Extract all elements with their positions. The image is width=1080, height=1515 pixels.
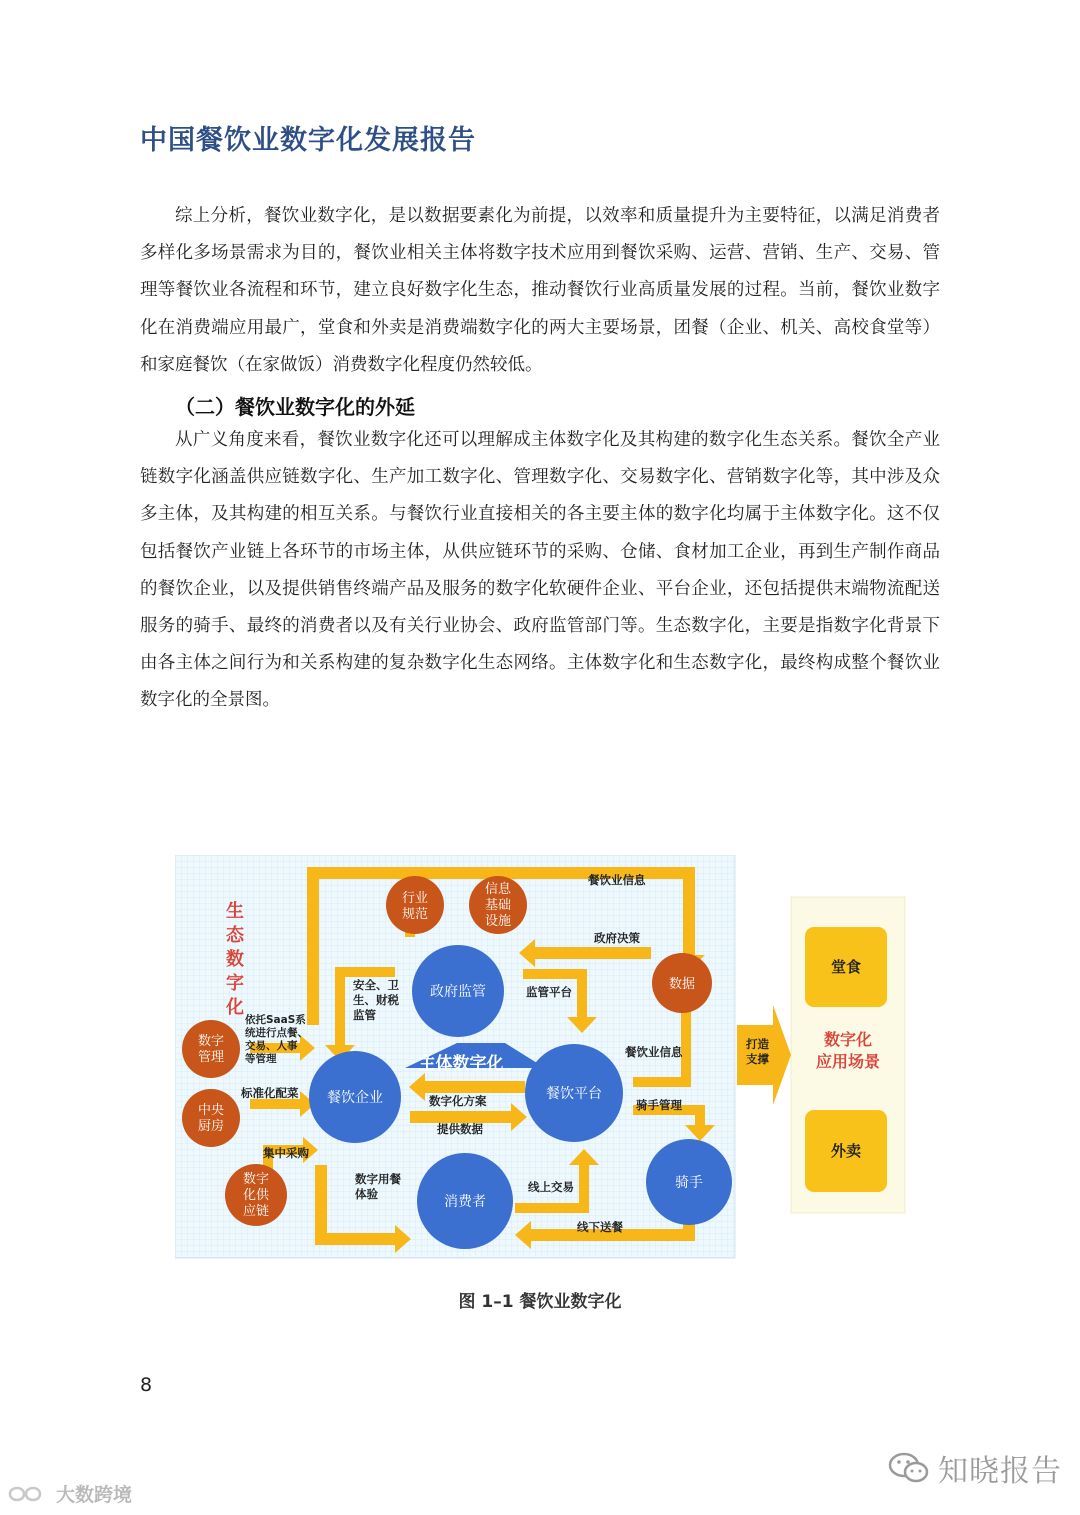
consumer-node-label: 消费者 xyxy=(444,1194,486,1210)
label-standard-dishes: 标准化配菜 xyxy=(241,1086,299,1100)
label-provide-data: 提供数据 xyxy=(437,1122,483,1136)
page-number: 8 xyxy=(140,1374,153,1396)
eco-label-char: 化 xyxy=(226,997,244,1018)
industry-norms-line: 规范 xyxy=(401,907,429,922)
scenes-title-line: 应用场景 xyxy=(815,1052,881,1071)
info-infra-line: 基础 xyxy=(484,898,512,913)
info-infra-node xyxy=(469,876,527,934)
data-node-label: 数据 xyxy=(668,977,696,992)
label-central-purchase: 集中采购 xyxy=(263,1146,309,1160)
digital-supply-line: 化供 xyxy=(242,1188,270,1203)
platform-node xyxy=(525,1044,623,1142)
label-supervision-platform: 监管平台 xyxy=(526,985,572,999)
label-build-support-line: 支撑 xyxy=(746,1052,769,1066)
enterprise-node-label: 餐饮企业 xyxy=(327,1090,383,1106)
info-infra-line: 设施 xyxy=(484,914,512,929)
gov-node-label: 政府监管 xyxy=(430,984,486,1000)
label-gov-decision: 政府决策 xyxy=(594,931,640,945)
label-saas-line: 等管理 xyxy=(245,1053,277,1065)
central-kitchen-node xyxy=(182,1089,240,1147)
digital-supply-line: 应链 xyxy=(242,1204,270,1219)
label-saas-line: 交易、人事 xyxy=(245,1040,298,1052)
platform-node-label: 餐饮平台 xyxy=(546,1086,602,1102)
paragraph-text: 从广义角度来看，餐饮业数字化还可以理解成主体数字化及其构建的数字化生态关系。餐饮全产业链数字化涵盖供应链数字化、生产加工数字化、管理数字化、交易数字化、营销数字化等，其中涉及众多主体，及其构建的相互关系。与餐饮行业直接相关的各主要主体的数字化均属于主体数字化。这不仅包括餐饮产业链上各环节的市场主体，从供应链环节的采购、仓储、食材加工企业，再到生产制作商品的餐饮企业，以及提供销售终端产品及服务的数字化软硬件企业、平台企业，还包括提供末端物流配送服务的骑手、最终的消费者以及有关行业协会、政府监管部门等。生态数字化，主要是指数字化背景下由各主体之间行为和关系构建的复杂数字化生态网络。主体数字化和生态数字化，最终构成整个餐饮业数字化的全景图。 xyxy=(140,430,940,711)
info-infra-line: 信息 xyxy=(484,882,512,897)
digitalization-diagram xyxy=(175,855,910,1260)
paragraph-text: 综上分析，餐饮业数字化，是以数据要素化为前提，以效率和质量提升为主要特征，以满足消费者多样化多场景需求为目的，餐饮业相关主体将数字技术应用到餐饮采购、运营、营销、生产、交易、管理等餐饮业各流程和环节，建立良好数字化生态，推动餐饮行业高质量发展的过程。当前，餐饮业数字化在消费端应用最广，堂食和外卖是消费端数字化的两大主要场景，团餐（企业、机关、高校食堂等）和家庭餐饮（在家做饭）消费数字化程度仍然较低。 xyxy=(140,206,940,375)
brand-logo-icon xyxy=(6,1482,50,1506)
label-industry-info-mid: 餐饮业信息 xyxy=(625,1045,683,1059)
data-node xyxy=(652,953,712,1013)
eco-label-char: 字 xyxy=(226,973,244,994)
takeout-label: 外卖 xyxy=(830,1142,862,1160)
digital-mgmt-line: 管理 xyxy=(197,1050,225,1065)
consumer-node xyxy=(417,1153,513,1249)
watermark-right xyxy=(888,1448,1062,1488)
dine-in-label: 堂食 xyxy=(830,958,862,976)
label-safety-line: 监管 xyxy=(353,1008,376,1022)
label-saas-line: 统进行点餐、 xyxy=(245,1027,308,1039)
industry-norms-node xyxy=(386,876,444,934)
watermark-left xyxy=(6,1480,132,1507)
gov-node xyxy=(412,945,504,1037)
label-rider-mgmt: 骑手管理 xyxy=(636,1098,682,1112)
rider-node xyxy=(646,1139,732,1225)
label-safety-line: 生、财税 xyxy=(353,993,399,1007)
eco-label-char: 数 xyxy=(226,949,244,970)
label-digital-dining-line: 数字用餐 xyxy=(355,1172,401,1186)
scenes-title-line: 数字化 xyxy=(823,1030,873,1049)
industry-norms-line: 行业 xyxy=(401,891,429,906)
eco-label-char: 生 xyxy=(226,901,244,922)
section-heading: （二）餐饮业数字化的外延 xyxy=(175,395,415,419)
body-paragraph-1 xyxy=(140,198,940,384)
digital-supply-line: 数字 xyxy=(242,1172,270,1187)
label-build-support-line: 打造 xyxy=(746,1037,769,1051)
eco-label-char: 态 xyxy=(226,925,244,946)
label-saas-line: 依托SaaS系 xyxy=(245,1014,306,1026)
label-safety-line: 安全、卫 xyxy=(353,978,399,992)
label-offline-delivery: 线下送餐 xyxy=(577,1220,623,1234)
digital-mgmt-line: 数字 xyxy=(197,1034,225,1049)
digital-supply-node xyxy=(225,1164,287,1226)
label-online-trade: 线上交易 xyxy=(528,1180,574,1194)
label-digital-dining-line: 体验 xyxy=(355,1187,378,1201)
center-label: 主体数字化 xyxy=(418,1054,504,1074)
digital-mgmt-node xyxy=(182,1020,240,1078)
body-paragraph-2 xyxy=(140,422,940,720)
figure-caption: 图 1–1 餐饮业数字化 xyxy=(458,1292,622,1312)
eco-digitalization-label xyxy=(225,900,245,1018)
watermark-left-text: 大数跨境 xyxy=(56,1484,133,1506)
rider-node-label: 骑手 xyxy=(675,1175,703,1191)
wechat-icon xyxy=(888,1451,930,1485)
label-industry-info-top: 餐饮业信息 xyxy=(588,873,646,887)
document-header-title: 中国餐饮业数字化发展报告 xyxy=(140,125,476,156)
central-kitchen-line: 中央 xyxy=(197,1103,225,1118)
watermark-right-text: 知晓报告 xyxy=(938,1454,1062,1489)
central-kitchen-line: 厨房 xyxy=(197,1119,225,1134)
label-digital-solution: 数字化方案 xyxy=(429,1094,487,1108)
enterprise-node xyxy=(309,1051,401,1143)
